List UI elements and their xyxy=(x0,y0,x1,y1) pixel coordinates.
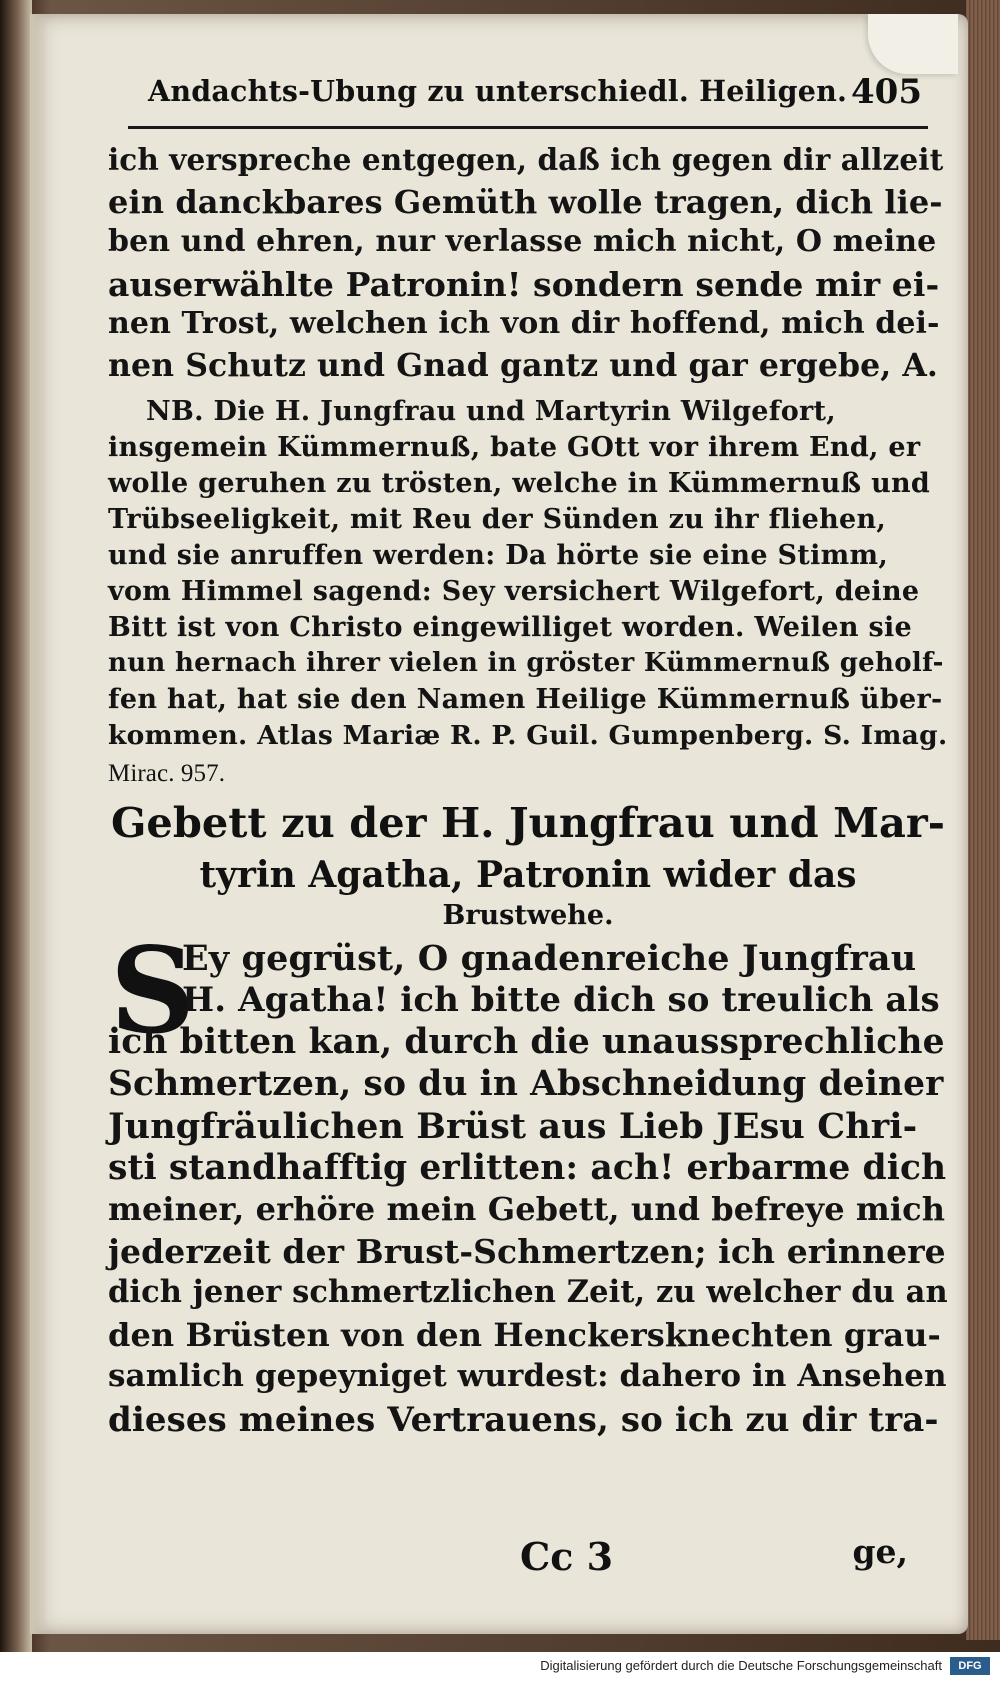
body-line: ben und ehren, nur verlasse mich nicht, O meine xyxy=(108,224,937,259)
note-line: Mirac. 957. xyxy=(108,760,226,787)
dfg-logo: DFG xyxy=(950,1657,990,1675)
note-line: insgemein Kümmernuß, bate GOtt vor ihrem End, er xyxy=(108,432,921,463)
book-page-edges xyxy=(966,0,1000,1640)
prayer-line: samlich gepeyniget wurdest: dahero in Ansehen xyxy=(108,1358,947,1394)
page-gutter-shadow xyxy=(30,14,48,1634)
prayer-line: dich jener schmertzlichen Zeit, zu welcher du an xyxy=(108,1274,948,1310)
page-corner xyxy=(868,14,958,74)
note-line: wolle geruhen zu trösten, welche in Kümmernuß und xyxy=(108,468,931,499)
body-line: ein danckbares Gemüth wolle tragen, dich lie- xyxy=(108,183,943,221)
note-line: vom Himmel sagend: Sey versichert Wilgefort, deine xyxy=(108,576,920,607)
signature-mark: Cc 3 xyxy=(520,1534,614,1579)
note-line: Bitt ist von Christo eingewilliget worden. Weilen sie xyxy=(108,612,913,643)
body-line: nen Schutz und Gnad gantz und gar ergebe, A. xyxy=(108,347,938,384)
note-line: und sie anruffen werden: Da hörte sie eine Stimm, xyxy=(108,540,889,571)
prayer-line: ich bitten kan, durch die unaussprechliche xyxy=(108,1022,945,1062)
body-line: auserwählte Patronin! sondern sende mir ei- xyxy=(108,265,940,304)
drop-cap: S xyxy=(110,921,196,1060)
prayer-line: dieses meines Vertrauens, so ich zu dir tra- xyxy=(108,1400,939,1440)
prayer-line: sti standhafftig erlitten: ach! erbarme dich xyxy=(108,1148,947,1188)
note-line: fen hat, hat sie den Namen Heilige Kümmernuß über- xyxy=(108,684,943,715)
running-title: Andachts-Ubung zu unterschiedl. Heiligen. xyxy=(148,74,848,108)
note-line: nun hernach ihrer vielen in gröster Kümmernuß geholf- xyxy=(108,648,944,678)
body-line: nen Trost, welchen ich von dir hoffend, mich dei- xyxy=(108,306,940,341)
running-head xyxy=(128,66,928,129)
body-line: ich verspreche entgegen, daß ich gegen dir allzeit xyxy=(108,142,944,177)
prayer-line: jederzeit der Brust-Schmertzen; ich erinnere xyxy=(108,1232,946,1271)
prayer-line: Jungfräulichen Brüst aus Lieb JEsu Chri- xyxy=(108,1106,918,1147)
note-line: kommen. Atlas Mariæ R. P. Guil. Gumpenberg. S. Imag. xyxy=(108,720,948,751)
note-line: NB. Die H. Jungfrau und Martyrin Wilgefort, xyxy=(146,396,836,427)
book-page xyxy=(30,14,968,1634)
catchword: ge, xyxy=(852,1532,908,1571)
prayer-line: Schmertzen, so du in Abschneidung deiner xyxy=(108,1064,944,1104)
prayer-line: Ey gegrüst, O gnadenreiche Jungfrau xyxy=(182,938,917,979)
prayer-heading-line: Gebett zu der H. Jungfrau und Mar- xyxy=(110,798,946,847)
page-number: 405 xyxy=(851,72,922,112)
prayer-line: den Brüsten von den Henckersknechten grau- xyxy=(108,1316,941,1354)
prayer-line: H. Agatha! ich bitte dich so treulich als xyxy=(182,980,940,1020)
note-line: Trübseeligkeit, mit Reu der Sünden zu ihr fliehen, xyxy=(108,504,887,535)
footer-bar xyxy=(0,1652,1000,1682)
prayer-line: meiner, erhöre mein Gebett, und befreye mich xyxy=(108,1190,946,1228)
book-spine xyxy=(0,0,32,1682)
footer-credit: Digitalisierung gefördert durch die Deutsche Forschungsgemeinschaft xyxy=(540,1658,942,1673)
prayer-heading-line: Brustwehe. xyxy=(442,900,614,931)
prayer-heading-line: tyrin Agatha, Patronin wider das xyxy=(199,854,857,896)
